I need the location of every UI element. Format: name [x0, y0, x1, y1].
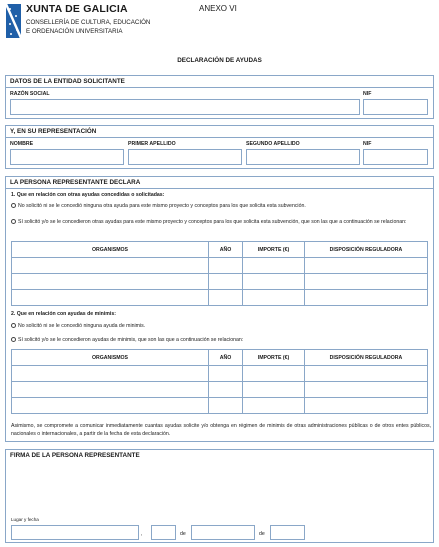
col-ano: AÑO [209, 242, 243, 258]
table-row [12, 274, 428, 290]
second-surname-field[interactable] [246, 149, 360, 165]
col-organismos: ORGANISMOS [12, 350, 209, 366]
table-header-row [12, 350, 428, 366]
first-name-field[interactable] [10, 149, 124, 165]
table-cell[interactable] [243, 290, 305, 306]
table-cell[interactable] [12, 274, 209, 290]
table-cell[interactable] [305, 366, 428, 382]
entity-heading: DATOS DE LA ENTIDAD SOLICITANTE [10, 78, 125, 85]
day-field[interactable] [151, 525, 176, 540]
table-cell[interactable] [209, 290, 243, 306]
annex-label: ANEXO VI [199, 4, 237, 13]
q2-yes-radio[interactable] [11, 337, 16, 342]
col-disposicion: DISPOSICIÓN REGULADORA [305, 242, 428, 258]
q1-yes-label: Sí solicitó y/o se le concedieron otras ayudas para este mismo proyecto y conceptos para los que solicita esta subvención, que son las que a continuación se relacionan: [18, 219, 407, 225]
q2-yes-label: Sí solicitó y/o se le concedieron ayudas de minimis, que son las que a continuación se relacionan: [18, 337, 244, 343]
entity-nif-field[interactable] [363, 99, 428, 115]
table-cell[interactable] [305, 258, 428, 274]
declaration-heading: LA PERSONA REPRESENTANTE DECLARA [10, 179, 141, 186]
entity-nif-label: NIF [363, 91, 372, 97]
table-cell[interactable] [209, 274, 243, 290]
question-1: 1. Que en relación con otras ayudas concedidas o solicitadas: [11, 192, 165, 198]
table-cell[interactable] [209, 366, 243, 382]
divider [6, 137, 433, 138]
table-cell[interactable] [243, 258, 305, 274]
divider [6, 188, 433, 189]
business-name-label: RAZÓN SOCIAL [10, 91, 50, 97]
table-row [12, 382, 428, 398]
table-cell[interactable] [209, 258, 243, 274]
table-cell[interactable] [209, 398, 243, 414]
table-row [12, 398, 428, 414]
signature-section [5, 449, 434, 543]
year-field[interactable] [270, 525, 305, 540]
table-cell[interactable] [243, 274, 305, 290]
table-cell[interactable] [12, 382, 209, 398]
table-cell[interactable] [243, 366, 305, 382]
q1-option-yes[interactable] [11, 218, 429, 226]
table-row [12, 290, 428, 306]
divider [6, 87, 433, 88]
representative-heading: Y, EN SU REPRESENTACIÓN [10, 128, 97, 135]
month-field[interactable] [191, 525, 255, 540]
table-cell[interactable] [305, 274, 428, 290]
table-cell[interactable] [305, 290, 428, 306]
org-subtitle-line-2: E ORDENACIÓN UNIVERSITARIA [26, 28, 123, 35]
first-surname-label: PRIMER APELLIDO [128, 141, 176, 147]
q2-option-yes[interactable] [11, 336, 429, 344]
table-cell[interactable] [12, 290, 209, 306]
question-2: 2. Que en relación con ayudas de minimis: [11, 311, 116, 317]
table-row [12, 366, 428, 382]
q1-option-no[interactable] [11, 202, 429, 210]
comma-separator: , [141, 531, 143, 537]
xunta-logo-icon [6, 4, 21, 38]
q2-option-no[interactable] [11, 322, 429, 330]
table-cell[interactable] [209, 382, 243, 398]
org-subtitle-line-1: CONSELLERÍA DE CULTURA, EDUCACIÓN [26, 19, 151, 26]
table-row [12, 258, 428, 274]
org-subtitle [26, 18, 150, 36]
table-cell[interactable] [305, 382, 428, 398]
q2-no-label: No solicitó ni se le concedió ninguna ayuda de minimis. [18, 323, 146, 329]
de-separator-1: de [180, 531, 186, 537]
q2-no-radio[interactable] [11, 323, 16, 328]
representative-nif-field[interactable] [363, 149, 428, 165]
representative-nif-label: NIF [363, 141, 372, 147]
table-cell[interactable] [305, 398, 428, 414]
q1-no-radio[interactable] [11, 203, 16, 208]
table-cell[interactable] [243, 382, 305, 398]
entity-section [5, 75, 434, 119]
col-importe: IMPORTE (€) [243, 242, 305, 258]
table-cell[interactable] [243, 398, 305, 414]
table-cell[interactable] [12, 258, 209, 274]
table-cell[interactable] [12, 366, 209, 382]
col-disposicion: DISPOSICIÓN REGULADORA [305, 350, 428, 366]
col-importe: IMPORTE (€) [243, 350, 305, 366]
org-name: XUNTA DE GALICIA [26, 3, 128, 15]
business-name-field[interactable] [10, 99, 360, 115]
first-surname-field[interactable] [128, 149, 242, 165]
representative-section [5, 125, 434, 169]
declaration-section [5, 176, 434, 442]
col-organismos: ORGANISMOS [12, 242, 209, 258]
aid-table-1 [11, 241, 428, 306]
table-cell[interactable] [12, 398, 209, 414]
place-date-label: Lugar y fecha [11, 517, 39, 522]
aid-table-2 [11, 349, 428, 414]
table-header-row [12, 242, 428, 258]
commitment-paragraph: Asimismo, se compromete a comunicar inmediatamente cuantas ayudas solicite y/o obtenga en régimen de minimis de otras administraciones públicas o de otros entes públicos, nacionales o internacionales, a partir de la fecha de esta declaración. [11, 423, 431, 437]
signature-heading: FIRMA DE LA PERSONA REPRESENTANTE [10, 452, 140, 459]
q1-no-label: No solicitó ni se le concedió ninguna otra ayuda para este mismo proyecto y conceptos para los que solicita esta subvención. [18, 203, 306, 209]
place-field[interactable] [11, 525, 139, 540]
second-surname-label: SEGUNDO APELLIDO [246, 141, 300, 147]
col-ano: AÑO [209, 350, 243, 366]
first-name-label: NOMBRE [10, 141, 34, 147]
de-separator-2: de [259, 531, 265, 537]
q1-yes-radio[interactable] [11, 219, 16, 224]
document-title: DECLARACIÓN DE AYUDAS [177, 57, 262, 64]
